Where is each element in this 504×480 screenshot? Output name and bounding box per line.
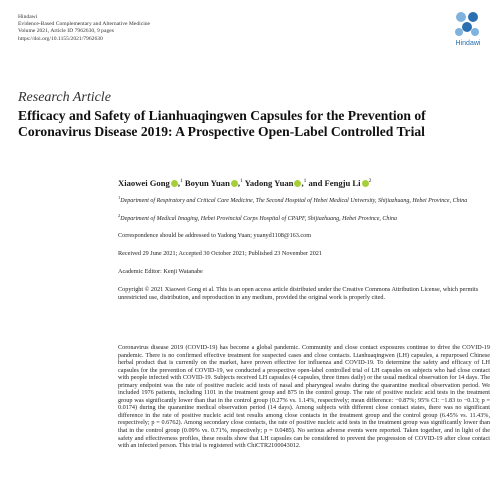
doi-link[interactable]: https://doi.org/10.1155/2021/7962630 bbox=[18, 35, 103, 42]
affiliation-sup: 2 bbox=[118, 213, 121, 218]
correspondence: Correspondence should be addressed to Yadong Yuan; yuanyd1108@163.com bbox=[118, 232, 312, 239]
hindawi-logo bbox=[450, 10, 484, 48]
affiliation bbox=[118, 212, 488, 224]
academic-editor: Academic Editor: Kenji Watanabe bbox=[118, 268, 203, 275]
affiliation-sup: 1 bbox=[118, 195, 121, 200]
author-name[interactable]: Boyun Yuan bbox=[184, 178, 230, 188]
author-affil-sup: 2 bbox=[368, 178, 372, 185]
author-name[interactable]: Xiaowei Gong bbox=[118, 178, 170, 188]
abstract-text: Coronavirus disease 2019 (COVID-19) has become a global pandemic. Community and close contact exposures continue to drive the COVID-19 pandemic. There is no confirmed effective treatment for suspected cases and close contacts. Lianhuaqingwen (LH) capsules, a repurposed Chinese herbal product that is currently on the market, have proven effective for influenza and COVID-19. To determine the safety and efficacy of LH capsules for the prevention of COVID-19, we conducted a prospective open-label controlled trial of LH capsules on subjects who had close contact with people infected with COVID-19. Subjects received LH capsules (4 capsules, three times daily) or the usual medical observation for 14 days. The primary endpoint was the rate of positive nucleic acid tests of nasal and pharyngeal swabs during the quarantine medical observation period. We included 1976 patients, including 1101 in the treatment group and 875 in the control group. The rate of positive nucleic acid tests in the treatment group was significantly lower than that in the control group (0.27% vs. 1.14%, respectively; mean difference: −0.87%; 95% CI: −1.83 to −0.13; p = 0.0174) during the quarantine medical observation period (14 days). Among subjects with different close contact states, there was no significant difference in the rate of positive nucleic acid test results among close contacts in the treatment group and the control group (6.45% vs. 11.43%, respectively; p = 0.6762). Among secondary close contacts, the rate of positive nucleic acid tests in the treatment group was significantly lower than that in the control group (0.09% vs. 0.71%, respectively; p = 0.0485). No serious adverse events were reported. Taken together, and in light of the safety and effectiveness profiles, these results show that LH capsules can be considered to prevent the progression of COVID-19 after close contact with an infected person. This trial is registered with ChiCTR2100043012. bbox=[118, 344, 490, 450]
author-name[interactable]: Yadong Yuan bbox=[244, 178, 294, 188]
orcid-icon[interactable] bbox=[294, 180, 301, 187]
hindawi-logo-text: Hindawi bbox=[455, 40, 481, 47]
article-dates: Received 29 June 2021; Accepted 30 October 2021; Published 23 November 2021 bbox=[118, 250, 322, 257]
hindawi-logo-icon bbox=[450, 10, 484, 40]
article-title: Efficacy and Safety of Lianhuaqingwen Capsules for the Prevention of Coronavirus Disease 2019: A Prospective Open-Label Controlled Trial bbox=[18, 108, 426, 139]
copyright-notice: Copyright © 2021 Xiaowei Gong et al. This is an open access article distributed under the Creative Commons Attribution License, which permits unrestricted use, distribution, and reproduction in any medium, provided the original work is properly cited. bbox=[118, 286, 479, 301]
affiliation bbox=[118, 194, 488, 206]
journal-name: Hindawi bbox=[18, 14, 38, 20]
author-affil-sup: 1 bbox=[303, 178, 307, 185]
author-name[interactable]: Fengju Li bbox=[324, 178, 361, 188]
article-type: Research Article bbox=[18, 90, 111, 105]
author-affil-sup: 1 bbox=[240, 178, 243, 185]
affiliation-text: Department of Respiratory and Critical Care Medicine, The Second Hospital of Hebei Medical University, Shijiazhuang, Hebei Province, China bbox=[120, 198, 468, 204]
author-affil-sup: 1 bbox=[179, 178, 183, 185]
affiliation-text: Department of Medical Imaging, Hebei Provincial Corps Hospital of CPAPF, Shijiazhuang, Hebei Province, China bbox=[120, 216, 398, 222]
journal-full-name: Evidence-Based Complementary and Alternative Medicine bbox=[18, 21, 151, 28]
orcid-icon[interactable] bbox=[362, 180, 369, 187]
orcid-icon[interactable] bbox=[231, 180, 238, 187]
journal-header bbox=[18, 14, 150, 43]
author-list: Xiaowei Gong ,$^1$ Boyun Yuan ,$^1$ Yadong Yuan ,$^1$ and Fengju Li $^2$ bbox=[118, 178, 372, 188]
volume-line: Volume 2021, Article ID 7962630, 9 pages bbox=[18, 28, 114, 35]
orcid-icon[interactable] bbox=[171, 180, 178, 187]
